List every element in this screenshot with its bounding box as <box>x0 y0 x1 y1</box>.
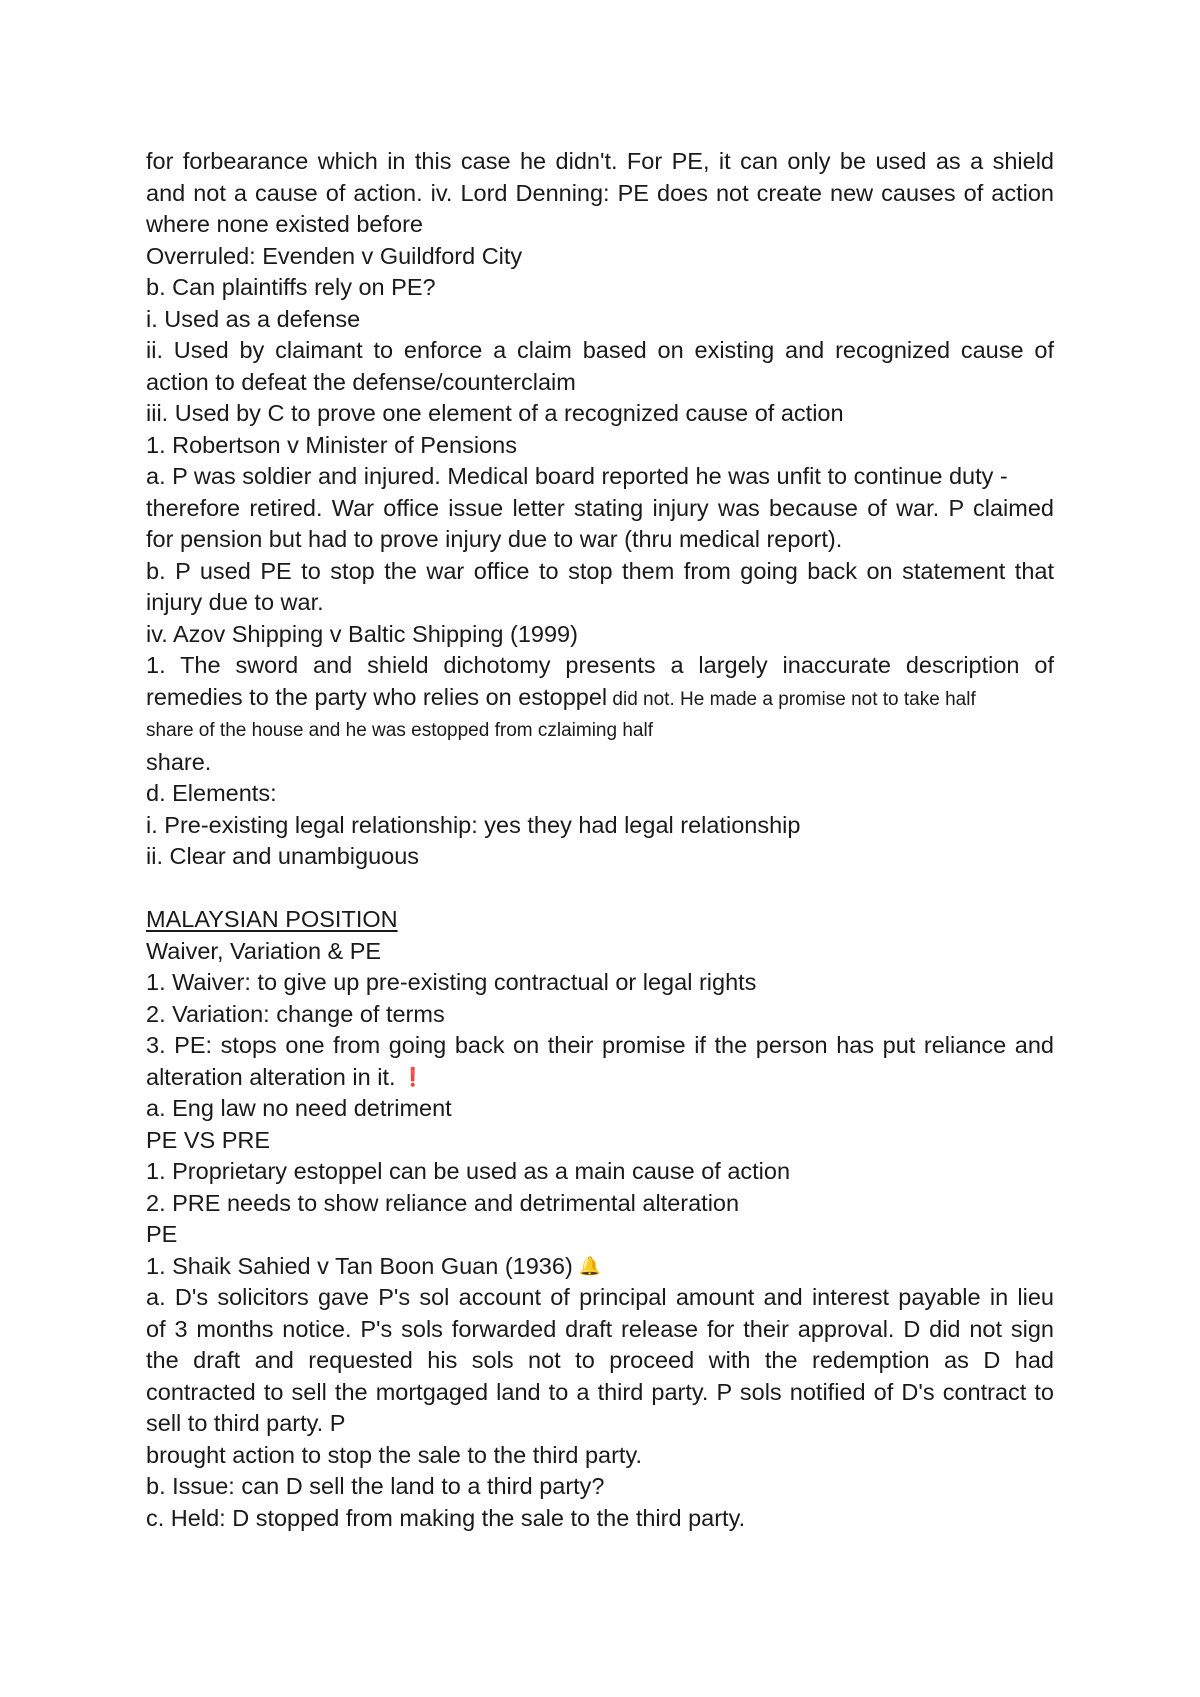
text-line: ii. Clear and unambiguous <box>146 843 420 869</box>
text-line: i. Used as a defense <box>146 305 361 332</box>
text-line: Waiver, Variation & PE <box>146 937 382 964</box>
text-line: 1. Waiver: to give up pre-existing contractual or legal rights <box>146 969 757 995</box>
text-line: for forbearance which in this case he didn't. For PE, it can only be used as a shield <box>146 148 1054 174</box>
text-line <box>146 1251 1054 1283</box>
text-line: ii. Used by claimant to enforce a claim based on existing and recognized cause of <box>146 337 1054 363</box>
text-line: brought action to stop the sale to the third party. <box>146 1441 642 1468</box>
text-line: 1. The sword and shield dichotomy presents a largely inaccurate description of <box>146 652 1054 678</box>
text-line: b. Can plaintiffs rely on PE? <box>146 274 436 300</box>
text-line: 1. Proprietary estoppel can be used as a main cause of action <box>146 1158 791 1184</box>
text-line: share of the house and he was estopped from czlaiming half <box>146 720 653 741</box>
text-line: therefore retired. War office issue letter stating injury was because of war. P claimed <box>146 494 1054 521</box>
blank-line <box>146 873 1054 905</box>
text-line: d. Elements: <box>146 780 277 806</box>
text-line: b. Issue: can D sell the land to a third party? <box>146 1473 605 1499</box>
section-heading-text: MALAYSIAN POSITION <box>146 906 398 932</box>
text-line: a. Eng law no need detriment <box>146 1095 452 1121</box>
text-line: 1. Robertson v Minister of Pensions <box>146 431 517 458</box>
text-run-small: did not. He made a promise not to take half <box>607 688 976 710</box>
text-line: 2. Variation: change of terms <box>146 1000 445 1027</box>
text-line: PE VS PRE <box>146 1126 271 1153</box>
text-line: iii. Used by C to prove one element of a recognized cause of action <box>146 400 844 426</box>
text-line: the draft and requested his sols not to proceed with the redemption as D had <box>146 1347 1054 1373</box>
text-line: a. D's solicitors gave P's sol account of principal amount and interest payable in lieu <box>146 1284 1054 1310</box>
text-line: for pension but had to prove injury due to war (thru medical report). <box>146 526 843 552</box>
text-line: i. Pre-existing legal relationship: yes they had legal relationship <box>146 811 801 838</box>
text-line: action to defeat the defense/counterclaim <box>146 368 576 395</box>
text-line: contracted to sell the mortgaged land to a third party. P sols notified of D's contract to <box>146 1378 1054 1405</box>
text-run: alteration alteration in it. <box>146 1063 396 1090</box>
text-line: where none existed before <box>146 211 423 237</box>
text-line <box>146 1062 1054 1094</box>
text-line: sell to third party. P <box>146 1410 346 1436</box>
text-line: and not a cause of action. iv. Lord Denning: PE does not create new causes of action <box>146 179 1054 206</box>
bell-icon: 🔔 <box>578 1255 602 1276</box>
text-line: 2. PRE needs to show reliance and detrimental alteration <box>146 1189 740 1216</box>
text-run: remedies to the party who relies on estoppel <box>146 683 608 710</box>
text-line: share. <box>146 748 212 775</box>
exclamation-icon: ❗ <box>401 1066 424 1087</box>
text-run: 1. Shaik Sahied v Tan Boon Guan (1936) <box>146 1252 573 1279</box>
text-line: iv. Azov Shipping v Baltic Shipping (1999) <box>146 620 578 647</box>
text-line: b. P used PE to stop the war office to stop them from going back on statement that <box>146 557 1054 584</box>
document-page <box>146 146 1054 1534</box>
text-line: injury due to war. <box>146 589 324 615</box>
text-line: a. P was soldier and injured. Medical board reported he was unfit to continue duty - <box>146 463 1008 489</box>
text-line: 3. PE: stops one from going back on their promise if the person has put reliance and <box>146 1032 1054 1058</box>
section-heading <box>146 904 1054 936</box>
text-line: of 3 months notice. P's sols forwarded draft release for their approval. D did not sign <box>146 1315 1054 1342</box>
text-line <box>146 682 1054 716</box>
text-line: c. Held: D stopped from making the sale to the third party. <box>146 1504 746 1531</box>
text-line: PE <box>146 1221 178 1247</box>
text-line: Overruled: Evenden v Guildford City <box>146 242 523 269</box>
